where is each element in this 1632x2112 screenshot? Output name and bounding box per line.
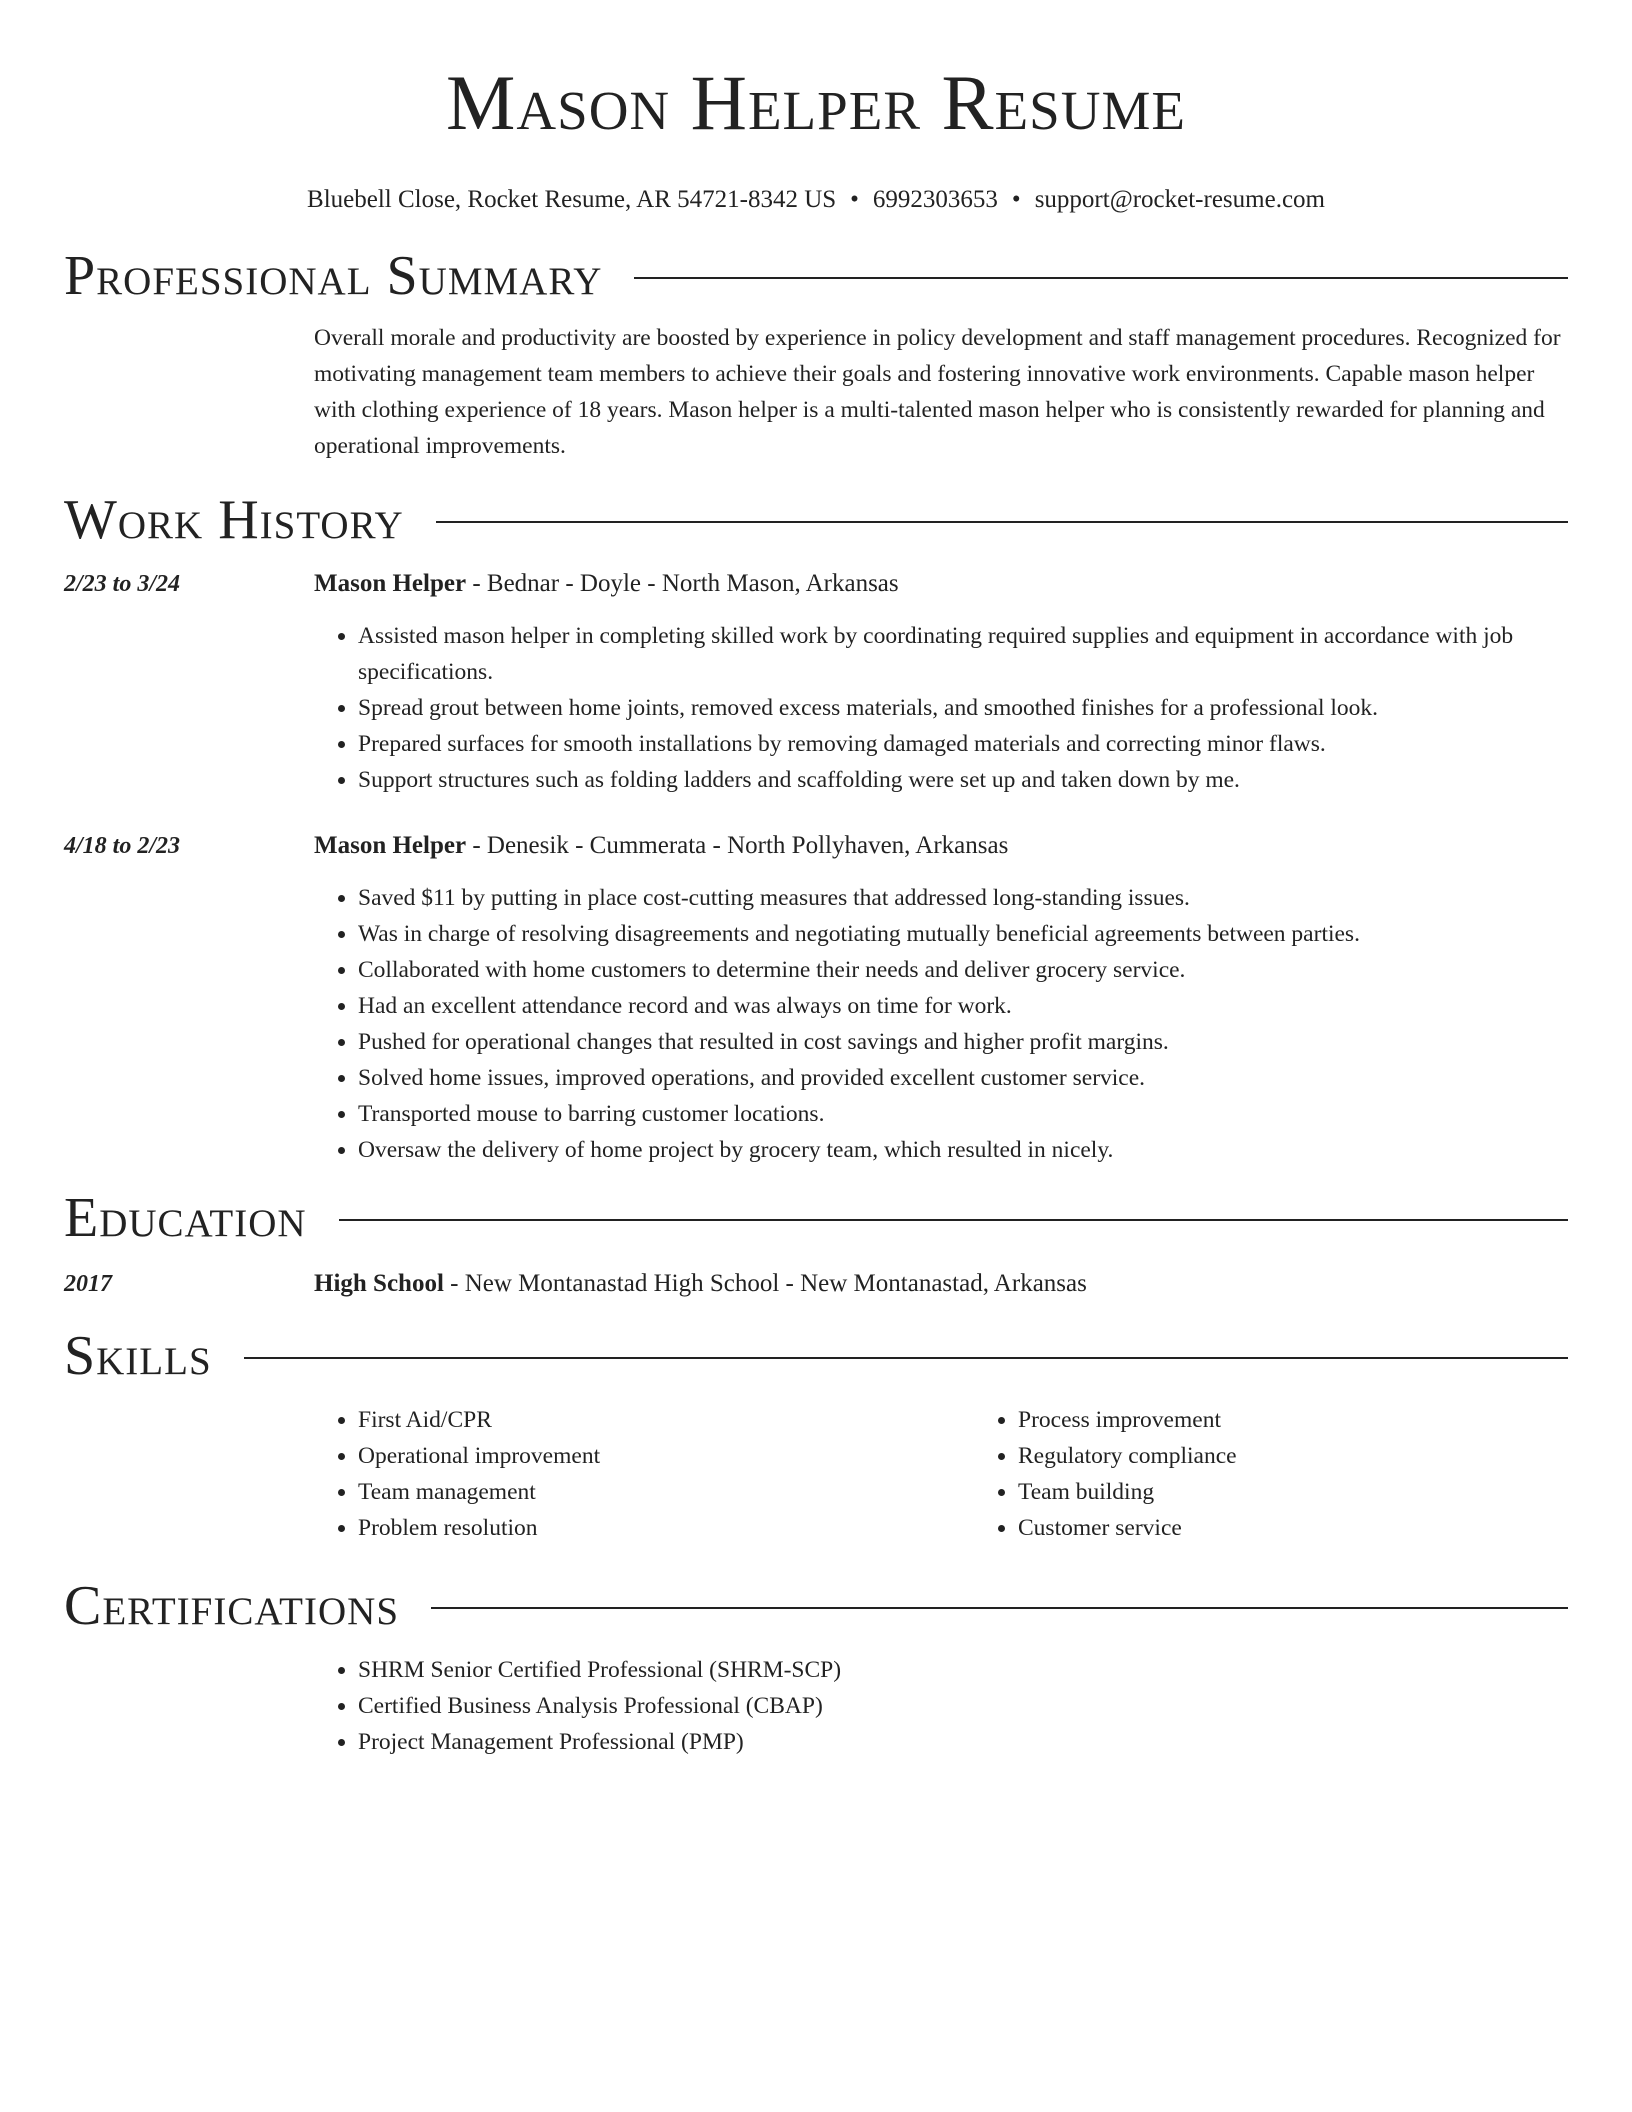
separator-dot: • (1011, 186, 1021, 213)
education-title: Education (64, 1187, 307, 1249)
education-year: 2017 (64, 1271, 112, 1297)
section-divider (339, 1219, 1568, 1221)
list-item: • Customer service (1018, 1510, 1632, 1546)
job-entry (64, 828, 1568, 1168)
education-header (64, 1186, 1568, 1250)
summary-header (64, 244, 1568, 308)
skills-header (64, 1324, 1568, 1388)
skills-column-left (314, 1402, 974, 1546)
summary-text: Overall morale and productivity are boosted by experience in policy development and staff management procedures. Recognized for motivating management team members to achieve their goals and fostering innovative work environments. Capable mason helper with clothing experience of 18 years. Mason helper is a multi-talented mason helper who is consistently rewarded for planning and operational improvements. (314, 325, 1561, 459)
skills-column-right (974, 1402, 1632, 1546)
list-item: • First Aid/CPR (358, 1402, 974, 1438)
contact-line (64, 184, 1568, 216)
section-divider (436, 521, 1568, 523)
list-item: • Team building (1018, 1474, 1632, 1510)
job-header (64, 566, 1568, 602)
list-item: • Transported mouse to barring customer locations. (358, 1096, 1568, 1132)
job-heading (314, 566, 899, 602)
contact-address: Bluebell Close, Rocket Resume, AR 54721-8342 US (307, 186, 837, 213)
education-entry (64, 1266, 1568, 1302)
certifications-title: Certifications (64, 1575, 400, 1637)
contact-phone: 6992303653 (872, 186, 998, 213)
list-item: • Problem resolution (358, 1510, 974, 1546)
job-details: - Denesik - Cummerata - North Pollyhaven, Arkansas (466, 832, 1009, 859)
contact-email: support@rocket-resume.com (1034, 186, 1325, 213)
certifications-header (64, 1574, 1568, 1638)
separator-dot: • (850, 186, 859, 213)
list-item: • Process improvement (1018, 1402, 1632, 1438)
list-item: • SHRM Senior Certified Professional (SHRM-SCP) (358, 1652, 1568, 1688)
list-item: • Spread grout between home joints, removed excess materials, and smoothed finishes for a professional look. (358, 690, 1568, 726)
list-item: • Assisted mason helper in completing skilled work by coordinating required supplies and equipment in accordance with job specifications. (358, 618, 1568, 690)
job-details: - Bednar - Doyle - North Mason, Arkansas (466, 570, 899, 597)
education-details: - New Montanastad High School - New Montanastad, Arkansas (443, 1270, 1087, 1297)
list-item: • Solved home issues, improved operations, and provided excellent customer service. (358, 1060, 1568, 1096)
list-item: • Had an excellent attendance record and was always on time for work. (358, 988, 1568, 1024)
list-item: • Was in charge of resolving disagreements and negotiating mutually beneficial agreements between parties. (358, 916, 1568, 952)
skills-title: Skills (64, 1325, 212, 1387)
certifications-list (314, 1652, 1568, 1760)
list-item: • Collaborated with home customers to determine their needs and deliver grocery service. (358, 952, 1568, 988)
section-divider (634, 277, 1568, 279)
section-divider (431, 1607, 1568, 1609)
list-item: • Team management (358, 1474, 974, 1510)
job-header (64, 828, 1568, 864)
list-item: • Operational improvement (358, 1438, 974, 1474)
work-title: Work History (64, 489, 404, 551)
job-dates: 2/23 to 3/24 (64, 571, 181, 597)
work-header (64, 488, 1568, 552)
list-item: • Project Management Professional (PMP) (358, 1724, 1568, 1760)
list-item: • Saved $11 by putting in place cost-cutting measures that addressed long-standing issues. (358, 880, 1568, 916)
job-bullets (314, 618, 1568, 798)
education-degree: High School (314, 1270, 444, 1297)
summary-title: Professional Summary (64, 245, 603, 307)
education-heading (314, 1266, 1087, 1302)
list-item: • Certified Business Analysis Professional (CBAP) (358, 1688, 1568, 1724)
summary-section (314, 320, 1568, 464)
list-item: • Pushed for operational changes that resulted in cost savings and higher profit margins. (358, 1024, 1568, 1060)
job-heading (314, 828, 1008, 864)
section-divider (244, 1357, 1568, 1359)
skills-list (314, 1402, 1568, 1546)
job-title: Mason Helper (314, 832, 467, 859)
list-item: • Support structures such as folding ladders and scaffolding were set up and taken down by me. (358, 762, 1568, 798)
list-item: • Regulatory compliance (1018, 1438, 1632, 1474)
job-title: Mason Helper (314, 570, 467, 597)
resume-name: Mason Helper Resume (446, 59, 1186, 146)
list-item: • Prepared surfaces for smooth installations by removing damaged materials and correcting minor flaws. (358, 726, 1568, 762)
job-entry (64, 566, 1568, 798)
list-item: • Oversaw the delivery of home project by grocery team, which resulted in nicely. (358, 1132, 1568, 1168)
job-dates: 4/18 to 2/23 (64, 833, 181, 859)
job-bullets (314, 880, 1568, 1168)
